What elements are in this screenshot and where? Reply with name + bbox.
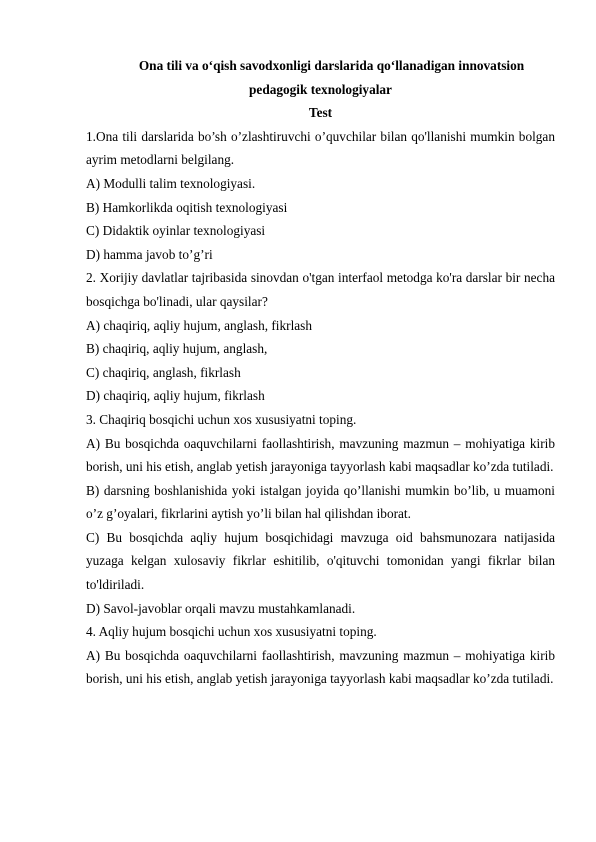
question-3-option-a: A) Bu bosqichda oaquvchilarni faollashtirish, mavzuning mazmun – mohiyatiga kirib borish, uni his etish, anglab yetish jarayoniga tayyorlash kabi maqsadlar ko’zda tutiladi. [86, 435, 555, 475]
question-2-option-c: C) chaqiriq, anglash, fikrlash [86, 364, 241, 380]
question-1-option-c: C) Didaktik oyinlar texnologiyasi [86, 223, 266, 239]
question-3-option-b: B) darsning boshlanishida yoki istalgan joyida qo’llanishi mumkin bo’lib, u muamoni o’z g’oyalari, fikrlarini aytish yo’li bilan hal qilishdan iborat. [86, 482, 555, 522]
question-1-option-b: B) Hamkorlikda oqitish texnologiyasi [86, 199, 288, 215]
question-1-text: 1.Ona tili darslarida bo’sh o’zlashtiruvchi o’quvchilar bilan qo'llanishi mumkin bolgan ayrim metodlarni belgilang. [86, 128, 555, 168]
question-3-option-d: D) Savol-javoblar orqali mavzu mustahkamlanadi. [86, 600, 356, 616]
document-title [86, 54, 555, 101]
question-1-option-d: D) hamma javob to’g’ri [86, 246, 213, 262]
question-3-option-c: C) Bu bosqichda aqliy hujum bosqichidagi mavzuga oid bahsmunozara natijasida yuzaga kelgan xulosaviy fikrlar eshitilib, o'qituvchi tomonidan yangi fikrlar bilan to'ldiriladi. [86, 529, 555, 593]
question-2-option-a: A) chaqiriq, aqliy hujum, anglash, fikrlash [86, 317, 312, 333]
question-2-text: 2. Xorijiy davlatlar tajribasida sinovdan o'tgan interfaol metodga ko'ra darslar bir necha bosqichga bo'linadi, ular qaysilar? [86, 270, 555, 309]
question-2-option-b: B) chaqiriq, aqliy hujum, anglash, [86, 341, 268, 357]
title-line-1: Ona tili va o‘qish savodxonligi darslarida qo‘llanadigan innovatsion [138, 58, 525, 73]
question-4-text: 4. Aqliy hujum bosqichi uchun xos xususiyatni toping. [86, 624, 377, 640]
test-heading: Test [308, 105, 333, 121]
question-3-text: 3. Chaqiriq bosqichi uchun xos xususiyatni toping. [86, 411, 357, 427]
question-1-option-a: A) Modulli talim texnologiyasi. [86, 175, 256, 191]
title-line-2: pedagogik texnologiyalar [249, 81, 392, 97]
question-4-option-a: A) Bu bosqichda oaquvchilarni faollashtirish, mavzuning mazmun – mohiyatiga kirib borish, uni his etish, anglab yetish jarayoniga tayyorlash kabi maqsadlar ko’zda tutiladi. [86, 647, 555, 687]
question-2-option-d: D) chaqiriq, aqliy hujum, fikrlash [86, 388, 265, 404]
document-body [86, 54, 555, 691]
